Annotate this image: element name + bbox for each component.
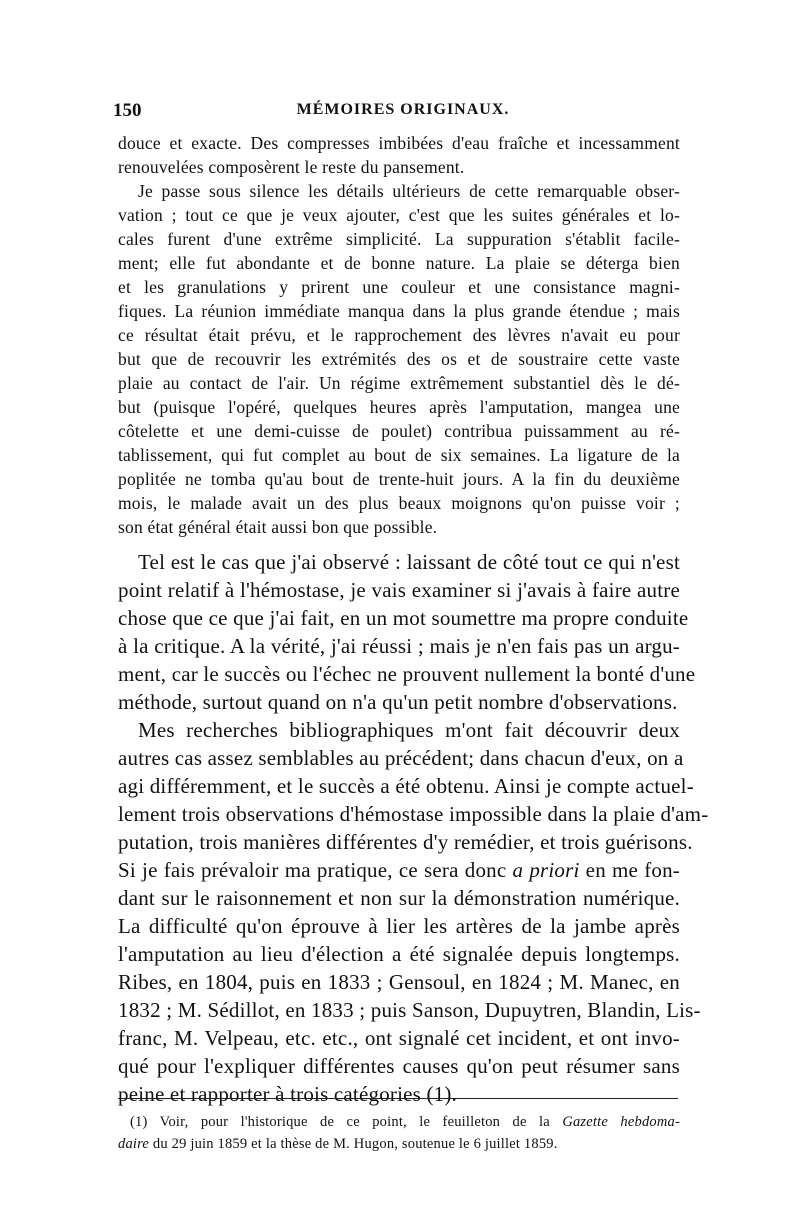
text-line: tablissement, qui fut complet au bout de six semaines. La ligature de la bbox=[118, 445, 680, 465]
text-line: chose que ce que j'ai fait, en un mot soumettre ma propre conduite bbox=[118, 606, 689, 630]
italic-phrase: a priori bbox=[512, 858, 580, 882]
text-line: vation ; tout ce que je veux ajouter, c'est que les suites générales et lo- bbox=[118, 205, 680, 225]
text-line: et les granulations y prirent une couleur et une consistance magni- bbox=[118, 277, 680, 297]
text-segment: du 29 juin 1859 et la thèse de M. Hugon, soutenue le 6 juillet 1859. bbox=[149, 1136, 558, 1152]
text-line: fiques. La réunion immédiate manqua dans la plus grande étendue ; mais bbox=[118, 301, 680, 321]
text-line: but (puisque l'opéré, quelques heures après l'amputation, mangea une bbox=[118, 397, 680, 417]
text-line: putation, trois manières différentes d'y remédier, et trois guérisons. bbox=[118, 830, 693, 854]
text-line: côtelette et une demi-cuisse de poulet) contribua puissamment au ré- bbox=[118, 421, 680, 441]
text-line: douce et exacte. Des compresses imbibées d'eau fraîche et incessamment bbox=[118, 133, 680, 153]
text-line: Tel est le cas que j'ai observé : laissant de côté tout ce qui n'est bbox=[138, 550, 680, 574]
footnote-line bbox=[118, 1136, 558, 1153]
text-line: cales furent d'une extrême simplicité. La suppuration s'établit facile- bbox=[118, 229, 680, 249]
text-line: 1832 ; M. Sédillot, en 1833 ; puis Sanson, Dupuytren, Blandin, Lis- bbox=[118, 998, 701, 1022]
running-title: MÉMOIRES ORIGINAUX. bbox=[296, 101, 510, 118]
text-line: plaie au contact de l'air. Un régime extrêmement substantiel dès le dé- bbox=[118, 373, 680, 393]
text-line: lement trois observations d'hémostase impossible dans la plaie d'am- bbox=[118, 802, 709, 826]
text-line: autres cas assez semblables au précédent; dans chacun d'eux, on a bbox=[118, 746, 684, 770]
italic-phrase: Gazette hebdoma- bbox=[562, 1114, 681, 1130]
text-line-with-italic bbox=[118, 858, 680, 883]
text-line: La difficulté qu'on éprouve à lier les artères de la jambe après bbox=[118, 914, 680, 938]
text-line: agi différemment, et le succès a été obtenu. Ainsi je compte actuel- bbox=[118, 774, 694, 798]
text-line: son état général était aussi bon que possible. bbox=[118, 517, 438, 537]
text-line: Ribes, en 1804, puis en 1833 ; Gensoul, en 1824 ; M. Manec, en bbox=[118, 970, 680, 994]
footnote-rule bbox=[118, 1098, 678, 1099]
text-segment: Si je fais prévaloir ma pratique, ce sera donc bbox=[118, 858, 513, 882]
text-line: dant sur le raisonnement et non sur la démonstration numérique. bbox=[118, 886, 680, 910]
footnote-line bbox=[130, 1114, 680, 1131]
text-line: Mes recherches bibliographiques m'ont fait découvrir deux bbox=[138, 718, 680, 742]
text-line: peine et rapporter à trois catégories (1). bbox=[118, 1082, 457, 1106]
text-line: but que de recouvrir les extrémités des os et de soustraire cette vaste bbox=[118, 349, 680, 369]
text-line: ce résultat était prévu, et le rapprochement des lèvres n'avait eu pour bbox=[118, 325, 680, 345]
text-line: à la critique. A la vérité, j'ai réussi ; mais je n'en fais pas un argu- bbox=[118, 634, 680, 658]
text-line: méthode, surtout quand on n'a qu'un petit nombre d'observations. bbox=[118, 690, 678, 714]
text-line: ment; elle fut abondante et de bonne nature. La plaie se déterga bien bbox=[118, 253, 680, 273]
text-line: Je passe sous silence les détails ultérieurs de cette remarquable obser- bbox=[138, 181, 680, 201]
text-line: point relatif à l'hémostase, je vais examiner si j'avais à faire autre bbox=[118, 578, 680, 602]
text-line: poplitée ne tomba qu'au bout de trente-huit jours. A la fin du deuxième bbox=[118, 469, 680, 489]
page-number: 150 bbox=[113, 100, 142, 121]
text-line: franc, M. Velpeau, etc. etc., ont signalé cet incident, et ont invo- bbox=[118, 1026, 680, 1050]
text-segment: (1) Voir, pour l'historique de ce point, le feuilleton de la bbox=[130, 1114, 563, 1130]
text-line: renouvelées composèrent le reste du pansement. bbox=[118, 157, 465, 177]
text-line: l'amputation au lieu d'élection a été signalée depuis longtemps. bbox=[118, 942, 680, 966]
text-line: qué pour l'expliquer différentes causes qu'on peut résumer sans bbox=[118, 1054, 680, 1078]
page-header bbox=[113, 100, 693, 124]
text-segment: en me fon- bbox=[579, 858, 680, 882]
italic-phrase: daire bbox=[118, 1136, 150, 1152]
text-line: mois, le malade avait un des plus beaux moignons qu'on puisse voir ; bbox=[118, 493, 680, 513]
text-line: ment, car le succès ou l'échec ne prouvent nullement la bonté d'une bbox=[118, 662, 696, 686]
